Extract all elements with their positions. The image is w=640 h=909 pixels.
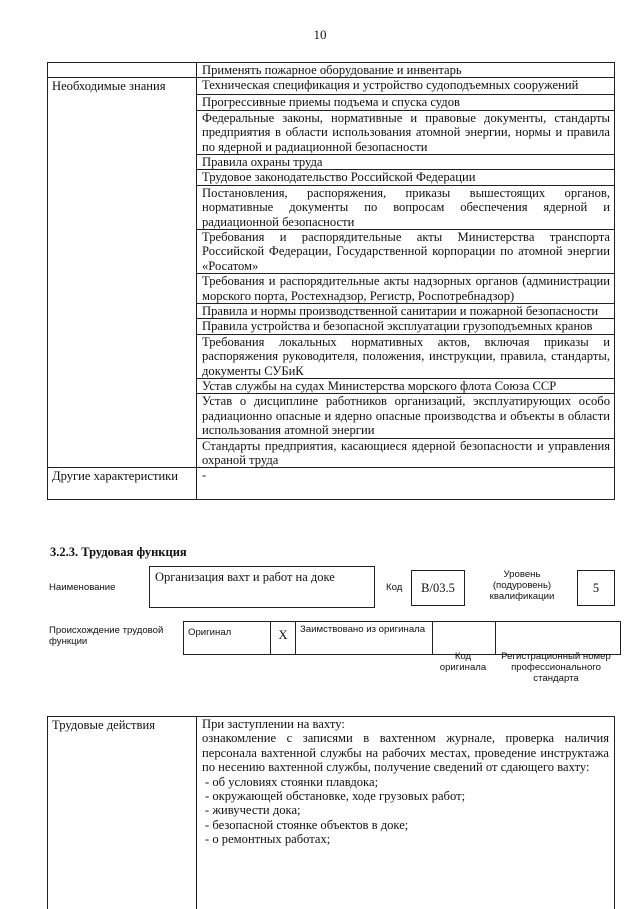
knowledge-label-continuation [48, 438, 197, 468]
knowledge-item: Федеральные законы, нормативные и правовые документы, стандарты предприятия в области использования атомной энергии, нормы и правила по ядерной и радиационной безопасности [197, 110, 615, 154]
knowledge-item: Постановления, распоряжения, приказы вышестоящих органов, нормативные документы по вопросам обеспечения ядерной и радиационной безопасности [197, 185, 615, 229]
actions-intro-text: ознакомление с записями в вахтенном журнале, проверка наличия персонала вахтенной службы на рабочих местах, проведение инструктажа по несению вахтенной службы, получение сведений от сдающего вахту: [202, 731, 609, 774]
knowledge-item: Стандарты предприятия, касающиеся ядерной безопасности и управления охраной труда [197, 438, 615, 468]
knowledge-label-continuation [48, 170, 197, 185]
knowledge-label-continuation [48, 319, 197, 334]
origin-table [183, 621, 621, 655]
action-item: - безопасной стоянке объектов в доке; [202, 818, 609, 832]
empty-label-cell [48, 63, 197, 78]
original-label: Оригинал [184, 622, 271, 655]
knowledge-label-continuation [48, 379, 197, 394]
knowledge-item: Правила и нормы производственной санитарии и пожарной безопасности [197, 304, 615, 319]
qualification-level-label: Уровень (подуровень) квалификации [479, 569, 565, 602]
other-characteristics-value: - [197, 468, 615, 500]
labor-actions-label: Трудовые действия [48, 717, 197, 909]
knowledge-item: Требования локальных нормативных актов, включая приказы и распоряжения руководителя, положения, инструкции, правила, стандарты, документы СУБиК [197, 334, 615, 378]
code-value-box: B/03.5 [411, 570, 465, 606]
action-item: - об условиях стоянки плавдока; [202, 775, 609, 789]
section-heading: 3.2.3. Трудовая функция [50, 545, 187, 560]
name-value-box: Организация вахт и работ на доке [149, 566, 375, 608]
action-item: - живучести дока; [202, 803, 609, 817]
other-characteristics-label: Другие характеристики [48, 468, 197, 500]
knowledge-label-continuation [48, 304, 197, 319]
knowledge-label-continuation [48, 394, 197, 438]
knowledge-label-continuation [48, 95, 197, 110]
action-item: - окружающей обстановке, ходе грузовых работ; [202, 789, 609, 803]
knowledge-item: Трудовое законодательство Российской Федерации [197, 170, 615, 185]
knowledge-table [47, 62, 615, 500]
knowledge-label-continuation [48, 185, 197, 229]
knowledge-label-continuation [48, 229, 197, 273]
name-label: Наименование [49, 582, 116, 593]
action-item: - о ремонтных работах; [202, 832, 609, 846]
knowledge-label-continuation [48, 154, 197, 169]
skill-item: Применять пожарное оборудование и инвентарь [197, 63, 615, 78]
labor-actions-table [47, 716, 615, 909]
knowledge-label-continuation [48, 334, 197, 378]
origin-label: Происхождение трудовой функции [49, 625, 181, 647]
origin-code-cell [433, 622, 496, 655]
knowledge-label-continuation [48, 274, 197, 304]
knowledge-item: Требования и распорядительные акты надзорных органов (администрации морского порта, Ростехнадзор, Регистр, Роспотребнадзор) [197, 274, 615, 304]
page-number: 10 [0, 27, 640, 43]
actions-intro-line: При заступлении на вахту: [202, 717, 609, 731]
knowledge-item: Техническая спецификация и устройство судоподъемных сооружений [197, 78, 615, 95]
reg-number-label: Регистрационный номер профессионального стандарта [494, 651, 618, 684]
knowledge-label: Необходимые знания [48, 78, 197, 95]
origin-code-label: Код оригинала [432, 651, 494, 673]
knowledge-item: Требования и распорядительные акты Министерства транспорта Российской Федерации, Государственной корпорации по атомной энергии «Росатом» [197, 229, 615, 273]
knowledge-item: Прогрессивные приемы подъема и спуска судов [197, 95, 615, 110]
knowledge-label-continuation [48, 110, 197, 154]
knowledge-item: Устав службы на судах Министерства морского флота Союза ССР [197, 379, 615, 394]
borrowed-label: Заимствовано из оригинала [296, 622, 433, 655]
original-mark: X [271, 622, 296, 655]
knowledge-item: Правила устройства и безопасной эксплуатации грузоподъемных кранов [197, 319, 615, 334]
knowledge-item: Правила охраны труда [197, 154, 615, 169]
knowledge-item: Устав о дисциплине работников организаций, эксплуатирующих особо радиационно опасные и ядерно опасные производства и объекты в области использования атомной энергии [197, 394, 615, 438]
qualification-level-box: 5 [577, 570, 615, 606]
labor-actions-content [197, 717, 615, 909]
reg-number-cell [496, 622, 621, 655]
code-label: Код [386, 582, 402, 593]
